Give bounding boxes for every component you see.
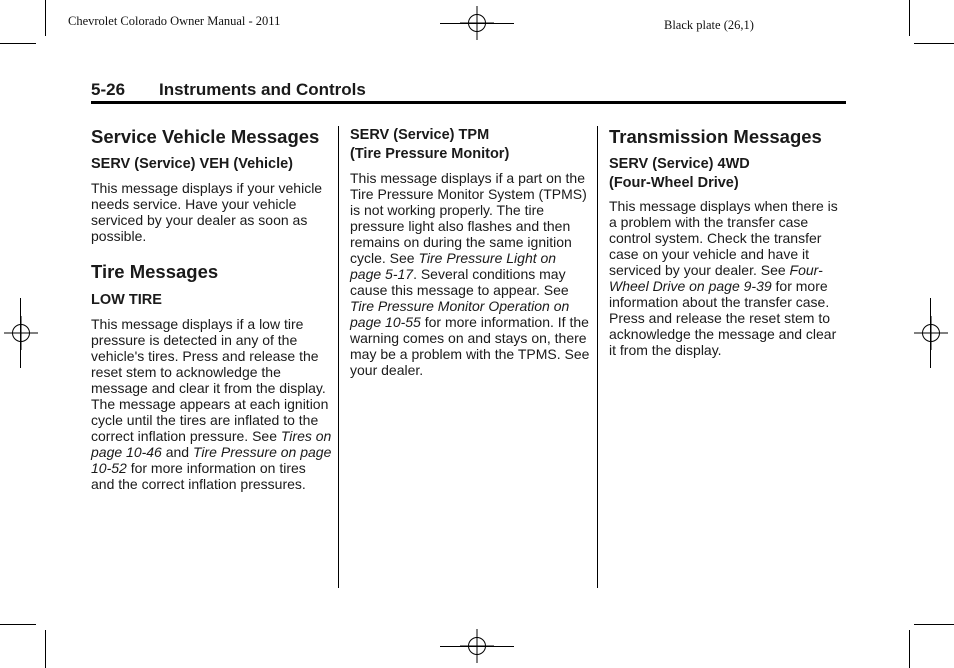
crop-mark	[0, 43, 36, 44]
text: and	[161, 444, 193, 460]
text: for more information on tires and the correct inflation pressures.	[91, 460, 306, 492]
heading-service-vehicle-messages: Service Vehicle Messages	[91, 126, 320, 147]
column-2	[350, 126, 590, 378]
text: for more information. If the warning comes on and stays on, there may be a problem with the TPMS. See your dealer.	[350, 314, 590, 378]
crop-mark	[440, 23, 514, 24]
paragraph	[91, 316, 333, 492]
paragraph	[609, 198, 845, 358]
cross-reference-link[interactable]: Tire Pressure Monitor Operation on page 10-55	[350, 298, 570, 330]
registration-mark-icon	[4, 316, 38, 350]
column-divider	[338, 126, 339, 588]
heading-tire-messages: Tire Messages	[91, 261, 219, 282]
header-rule	[91, 101, 846, 104]
cross-reference-link[interactable]: Tire Pressure on page 10-52	[91, 444, 332, 476]
crop-mark	[45, 630, 46, 668]
subheading-serv-veh: SERV (Service) VEH (Vehicle)	[91, 156, 294, 172]
registration-mark-icon	[914, 316, 948, 350]
plate-label: Black plate (26,1)	[664, 18, 754, 32]
crop-mark	[45, 0, 46, 36]
subheading-low-tire: LOW TIRE	[91, 292, 162, 308]
cross-reference-link[interactable]: Four-Wheel Drive on page 9-39	[609, 262, 823, 294]
subheading-serv-tpm	[350, 126, 590, 164]
crop-mark	[914, 43, 954, 44]
cross-reference-link[interactable]: Tires on page 10-46	[91, 428, 332, 460]
column-1	[91, 126, 333, 492]
page-number: 5-26	[91, 80, 126, 99]
cross-reference-link[interactable]: Tire Pressure Light on page 5-17	[350, 250, 557, 282]
crop-mark	[909, 0, 910, 36]
crop-mark	[0, 624, 36, 625]
text: This message displays if a low tire pressure is detected in any of the vehicle's tires. Press and release the reset stem to acknowledge the message and clear it from the display. The message appears at each ignition cycle until the tires are inflated to the correct inflation pressure. See	[91, 316, 329, 444]
column-divider	[597, 126, 598, 588]
text: (Four-Wheel Drive)	[609, 175, 739, 191]
manual-title: Chevrolet Colorado Owner Manual - 2011	[68, 14, 281, 28]
text: . Several conditions may cause this message to appear. See	[350, 266, 569, 298]
text: for more information about the transfer case. Press and release the reset stem to acknowledge the message and clear it from the display.	[609, 278, 837, 358]
text: SERV (Service) 4WD	[609, 156, 750, 172]
paragraph	[350, 170, 590, 378]
crop-mark	[914, 624, 954, 625]
section-header	[91, 80, 366, 100]
heading-transmission-messages: Transmission Messages	[609, 126, 822, 147]
section-title: Instruments and Controls	[159, 80, 366, 99]
text: (Tire Pressure Monitor)	[350, 146, 510, 162]
paragraph: This message displays if your vehicle needs service. Have your vehicle serviced by your dealer as soon as possible.	[91, 180, 323, 244]
crop-mark	[909, 630, 910, 668]
subheading-serv-4wd	[609, 155, 845, 193]
text: This message displays if a part on the Tire Pressure Monitor System (TPMS) is not working properly. The tire pressure light also flashes and then remains on during the same ignition cycle. See	[350, 170, 587, 266]
text: This message displays when there is a problem with the transfer case control system. Check the transfer case on your vehicle and have it serviced by your dealer. See	[609, 198, 838, 278]
crop-mark	[440, 646, 514, 647]
column-3	[609, 126, 845, 358]
text: SERV (Service) TPM	[350, 127, 490, 143]
